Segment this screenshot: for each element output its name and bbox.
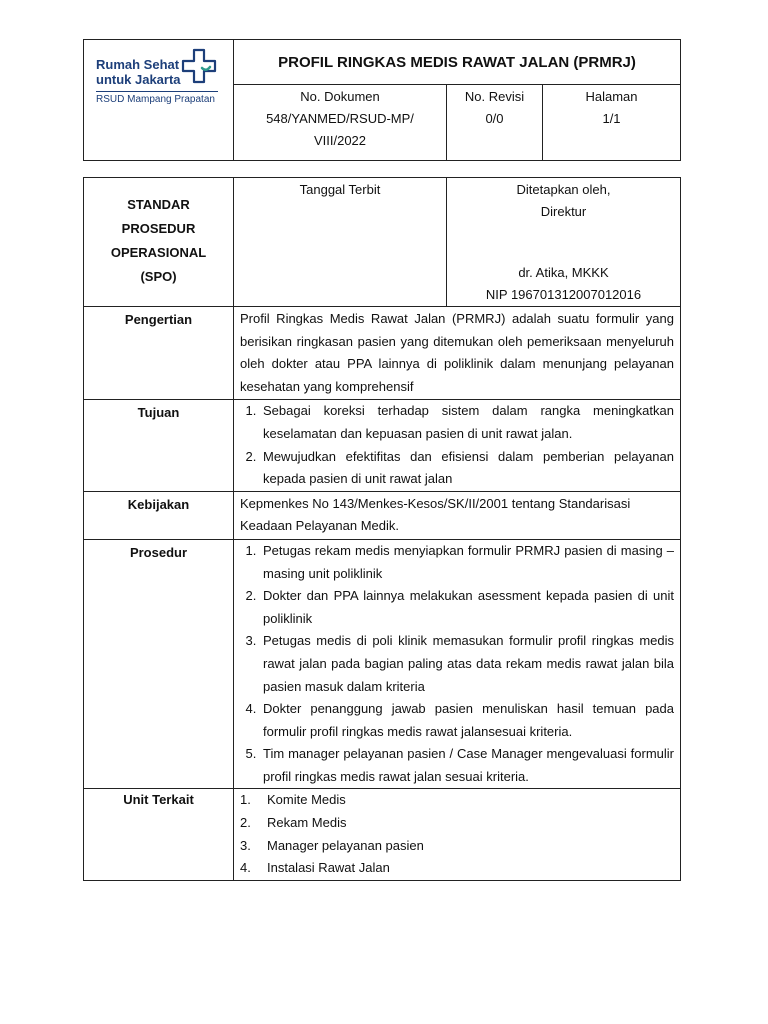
spo-line3: OPERASIONAL [110,245,207,260]
list-item [234,857,680,880]
spo-line2: PROSEDUR [121,221,196,236]
pengertian-label: Pengertian [84,307,234,400]
list-item: 1. Sebagai koreksi terhadap sistem dalam rangka meningkatkan keselamatan dan kepuasan pasien di unit rawat jalan. [260,400,674,445]
tujuan-list [234,400,680,490]
spo-title-cell [84,178,234,307]
tujuan-cell [234,400,681,491]
no-dokumen-cell [234,85,447,161]
prosedur-cell [234,539,681,789]
logo-line1: Rumah Sehat [96,57,180,72]
halaman-value: 1/1 [602,111,621,126]
ditetapkan-label: Ditetapkan oleh, [516,182,611,197]
prosedur-list [234,540,680,789]
no-revisi-cell [447,85,543,161]
tujuan-label: Tujuan [84,400,234,491]
halaman-cell [543,85,681,161]
tanggal-terbit-cell [234,178,447,307]
list-item: 5. Tim manager pelayanan pasien / Case Manager mengevaluasi formulir profil ringkas medis rawat jalan sesuai kriteria. [260,743,674,788]
document-title: PROFIL RINGKAS MEDIS RAWAT JALAN (PRMRJ) [234,40,681,85]
logo-line2: untuk Jakarta [96,72,181,87]
list-number: 4. [240,860,251,876]
ditetapkan-cell [447,178,681,307]
pengertian-text: Profil Ringkas Medis Rawat Jalan (PRMRJ) adalah suatu formulir yang berisikan ringkasan pasien yang ditemukan oleh pemeriksaan menyeluruh oleh dokter atau PPA lainnya di poliklinik dalam menunjang pelayanan kesehatan yang komprehensif [234,307,681,400]
medical-cross-icon [180,48,218,86]
list-item: 2. Mewujudkan efektifitas dan efisiensi dalam pemberian pelayanan kepada pasien di unit rawat jalan [260,446,674,491]
no-dokumen-value-line1: 548/YANMED/RSUD-MP/ [266,111,414,126]
list-text: Instalasi Rawat Jalan [267,860,390,876]
tanggal-terbit-label: Tanggal Terbit [299,182,381,197]
document-header [83,39,681,161]
list-text: Komite Medis [267,792,346,808]
prosedur-label: Prosedur [84,539,234,789]
list-number: 1. [240,792,251,808]
logo-cell [84,40,234,161]
spo-table [83,177,681,881]
list-text: Manager pelayanan pasien [267,837,424,853]
no-revisi-label: No. Revisi [464,89,525,104]
signatory-nip: NIP 196701312007012016 [485,287,642,302]
logo-divider [96,91,218,92]
kebijakan-text: Kepmenkes No 143/Menkes-Kesos/SK/II/2001 tentang Standarisasi Keadaan Pelayanan Medik. [234,491,681,539]
signatory-name: dr. Atika, MKKK [518,265,609,280]
list-number: 2. [240,815,251,831]
list-item: 2. Dokter dan PPA lainnya melakukan asessment kepada pasien di unit poliklinik [260,585,674,630]
list-item: 4. Dokter penanggung jawab pasien menuliskan hasil temuan pada formulir profil ringkas medis rawat jalansesuai kriteria. [260,698,674,743]
spo-line1: STANDAR [127,197,190,212]
list-text: Rekam Medis [267,815,347,831]
list-number: 3. [240,837,251,853]
no-dokumen-label: No. Dokumen [300,89,380,104]
no-revisi-value: 0/0 [485,111,504,126]
list-item [234,835,680,858]
no-dokumen-value-line2: VIII/2022 [313,133,367,148]
list-item [234,789,680,812]
list-item [234,812,680,835]
kebijakan-label: Kebijakan [84,491,234,539]
list-item: 1. Petugas rekam medis menyiapkan formulir PRMRJ pasien di masing – masing unit poliklinik [260,540,674,585]
unit-terkait-cell [234,789,681,880]
signature-space [447,223,680,262]
halaman-label: Halaman [585,89,638,104]
unit-terkait-label: Unit Terkait [84,789,234,880]
list-item: 3. Petugas medis di poli klinik memasukan formulir profil ringkas medis rawat jalan pada bagian paling atas data rekam medis rawat jalan bila pasien masuk dalam kriteria [260,630,674,698]
jabatan: Direktur [540,204,587,219]
logo-subtitle: RSUD Mampang Prapatan [96,94,215,105]
spo-line4: (SPO) [140,269,177,284]
